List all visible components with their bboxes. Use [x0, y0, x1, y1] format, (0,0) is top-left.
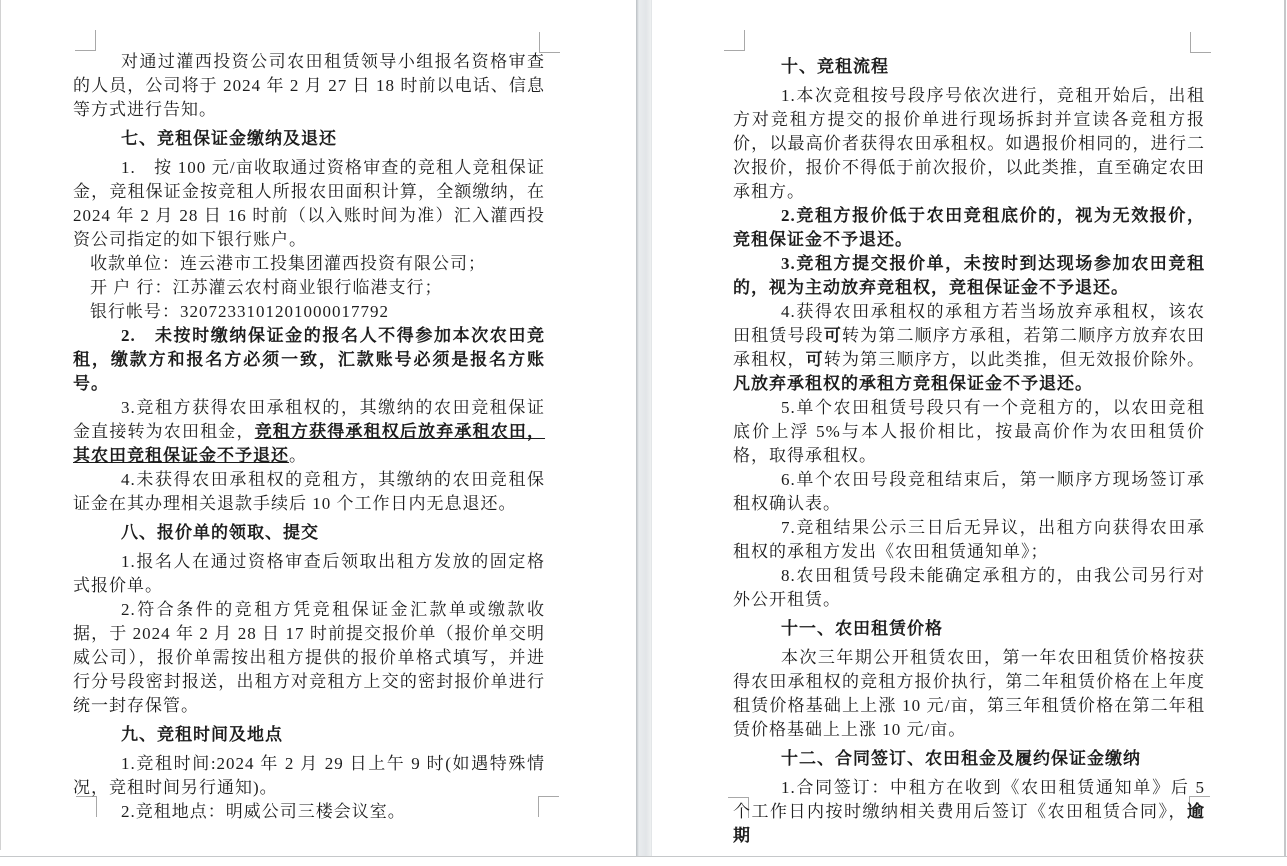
paragraph — [73, 252, 545, 276]
page-1-text — [73, 50, 545, 824]
text-run: 3.竞租方获得农田承租权的，其缴纳的农田竞租保证金直接转为农田租金， — [73, 398, 545, 441]
text-run: 九、竞租时间及地点 — [121, 725, 283, 744]
paragraph — [73, 800, 545, 824]
text-run: 2. 未按时缴纳保证金的报名人不得参加本次农田竞租，缴款方和报名方必须一致，汇款账号必须是报名方账号。 — [73, 326, 545, 393]
text-run: 8.农田租赁号段未能确定承租方的，由我公司另行对外公开租赁。 — [733, 566, 1205, 609]
paragraph — [733, 204, 1205, 252]
text-run: 6.单个农田号段竞租结束后，第一顺序方现场签订承租权确认表。 — [733, 470, 1205, 513]
paragraph — [73, 752, 545, 800]
paragraph — [73, 156, 545, 252]
paragraph — [73, 276, 545, 300]
text-run: 1.合同签订：中租方在收到《农田租赁通知单》后 5 个工作日内按时缴纳相关费用后签订《农田租赁合同》， — [733, 778, 1205, 821]
paragraph — [73, 598, 545, 718]
page-2-text — [733, 50, 1205, 848]
text-run: 5.单个农田租赁号段只有一个竞租方的，以农田竞租底价上浮 5%与本人报价相比，按最高价作为农田租赁价格，取得承租权。 — [733, 398, 1205, 465]
paragraph — [733, 84, 1205, 204]
paragraph — [733, 564, 1205, 612]
text-run: 对通过灌西投资公司农田租赁领导小组报名资格审查的人员，公司将于 2024 年 2 月 27 日 18 时前以电话、信息等方式进行告知。 — [73, 52, 545, 119]
paragraph — [73, 324, 545, 396]
paragraph — [73, 300, 545, 324]
text-run: 。 — [289, 446, 307, 465]
paragraph — [73, 50, 545, 122]
text-run: 开 户 行：江苏灌云农村商业银行临港支行； — [90, 278, 443, 297]
paragraph — [73, 550, 545, 598]
text-run: 可 — [823, 326, 842, 345]
text-run: 1. 按 100 元/亩收取通过资格审查的竞租人竞租保证金，竞租保证金按竞租人所报农田面积计算，全额缴纳，在 2024 年 2 月 28 日 16 时前（以入账时间为准）汇入灌西投资公司指定的如下银行账户。 — [73, 158, 545, 249]
paragraph — [733, 516, 1205, 564]
text-run: 转为第三顺序方，以此类推，但无效报价除外。 — [823, 350, 1206, 369]
paragraph — [73, 396, 545, 468]
page-separator — [636, 0, 652, 857]
paragraph — [733, 252, 1205, 300]
paragraph — [73, 468, 545, 516]
paragraph — [733, 396, 1205, 468]
text-run: 竞租方获得承租权后放弃承租农田，其农田竞租保证金不予退还 — [73, 422, 546, 465]
paragraph — [733, 646, 1205, 742]
paragraph — [733, 300, 1205, 396]
crop-mark-top-left-icon — [75, 30, 96, 51]
text-run: 十、竞租流程 — [781, 57, 889, 76]
text-run: 本次三年期公开租赁农田，第一年农田租赁价格按获得农田承租权的竞租方报价执行，第二年租赁价格在上年度租赁价格基础上上涨 10 元/亩，第三年租赁价格在第二年租赁价格基础上上涨 10 元/亩。 — [733, 648, 1205, 739]
text-run: 十二、合同签订、农田租金及履约保证金缴纳 — [781, 749, 1141, 768]
text-run: 2.符合条件的竞租方凭竞租保证金汇款单或缴款收据，于 2024 年 2 月 28 日 17 时前提交报价单（报价单交明威公司），报价单需按出租方提供的报价单格式填写，并进行分号段密封报送，出租方对竞租方上交的密封报价单进行统一封存保管。 — [73, 600, 545, 715]
text-run: 4.未获得农田承租权的竞租方，其缴纳的农田竞租保证金在其办理相关退款手续后 10 个工作日内无息退还。 — [73, 470, 545, 513]
text-run: 1.竞租时间:2024 年 2 月 29 日上午 9 时(如遇特殊情况，竞租时间另行通知)。 — [73, 754, 545, 797]
text-run: 八、报价单的领取、提交 — [121, 523, 319, 542]
section-heading — [733, 55, 1205, 79]
text-run: 4.获得农田承租权的承租方若当场放弃承租权，该农田租赁号段 — [733, 302, 1205, 345]
document-page-2[interactable] — [652, 0, 1284, 857]
document-page-1[interactable] — [0, 0, 636, 857]
text-run: 1.本次竞租按号段序号依次进行，竞租开始后，出租方对竞租方提交的报价单进行现场拆封并宣读各竞租方报价，以最高价者获得农田承租权。如遇报价相同的，进行二次报价，报价不得低于前次报价，以此类推，直至确定农田承租方。 — [733, 86, 1205, 201]
view-bottom-border-line — [0, 856, 1287, 857]
text-run: 7.竞租结果公示三日后无异议，出租方向获得农田承租权的承租方发出《农田租赁通知单》； — [733, 518, 1205, 561]
text-run: 七、竞租保证金缴纳及退还 — [121, 129, 337, 148]
text-run: 1.报名人在通过资格审查后领取出租方发放的固定格式报价单。 — [73, 552, 545, 595]
text-run: 逾期 — [733, 802, 1205, 845]
window-right-edge-line — [1284, 0, 1286, 857]
section-heading — [73, 521, 545, 545]
text-run: 3.竞租方提交报价单，未按时到达现场参加农田竞租的，视为主动放弃竞租权，竞租保证金不予退还。 — [733, 254, 1205, 297]
crop-mark-top-left-icon — [724, 30, 745, 51]
text-run: 转为第二顺序方承租，若第二顺序方放弃农田承租权， — [733, 326, 1206, 369]
paragraph — [733, 468, 1205, 516]
section-heading — [73, 127, 545, 151]
text-run: 银行帐号：3207233101201000017792 — [90, 302, 389, 321]
text-run: 可 — [805, 350, 824, 369]
text-run: 收款单位：连云港市工投集团灌西投资有限公司； — [90, 254, 486, 273]
window-left-edge-line — [0, 0, 1, 850]
paragraph — [733, 776, 1205, 848]
section-heading — [733, 617, 1205, 641]
text-run: 十一、农田租赁价格 — [781, 619, 943, 638]
text-run: 2.竞租方报价低于农田竞租底价的，视为无效报价，竞租保证金不予退还。 — [733, 206, 1205, 249]
text-run: 2.竞租地点：明威公司三楼会议室。 — [121, 802, 406, 821]
text-run: 凡放弃承租权的承租方竞租保证金不予退还。 — [733, 374, 1093, 393]
section-heading — [733, 747, 1205, 771]
section-heading — [73, 723, 545, 747]
